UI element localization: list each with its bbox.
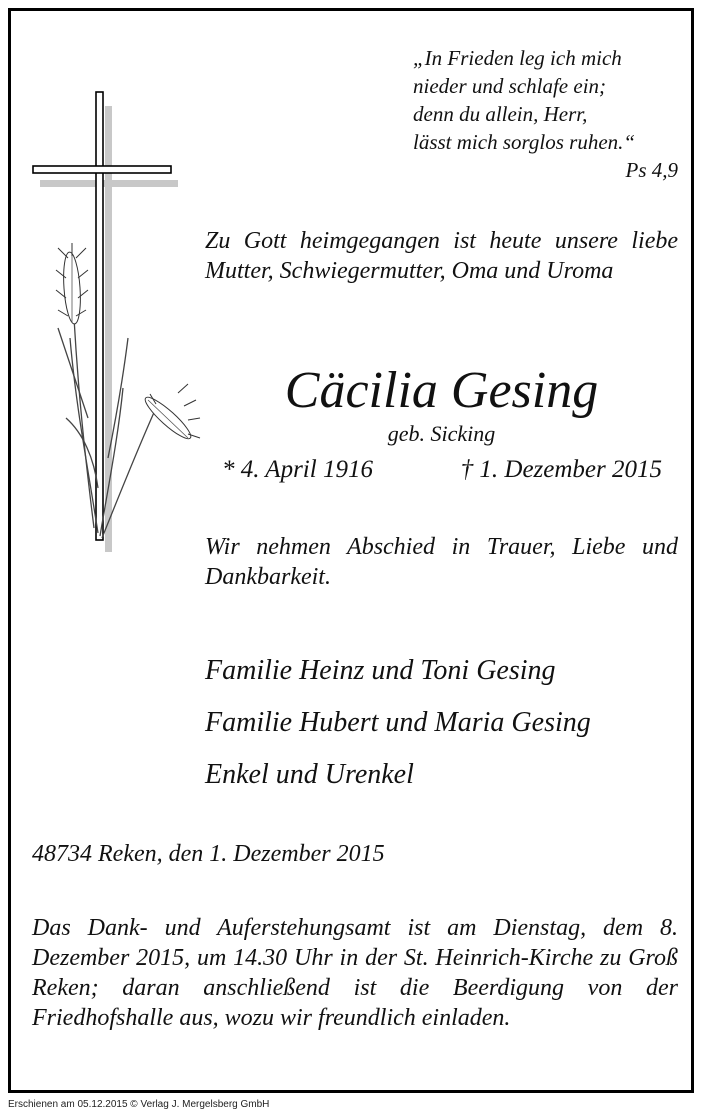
death-date: † 1. Dezember 2015 <box>460 456 662 483</box>
deceased-name: Cäcilia Gesing <box>284 362 599 419</box>
publication-footer: Erschienen am 05.12.2015 © Verlag J. Mergelsberg GmbH <box>8 1099 270 1110</box>
place-date: 48734 Reken, den 1. Dezember 2015 <box>32 841 385 867</box>
cross <box>33 92 171 540</box>
maiden-name: geb. Sicking <box>387 421 496 446</box>
quote-line: denn du allein, Herr, <box>413 102 588 126</box>
quote-line: lässt mich sorglos ruhen.“ <box>413 130 636 154</box>
family-line: Familie Heinz und Toni Gesing <box>205 655 556 686</box>
cross-with-wheat-icon <box>28 88 208 558</box>
service-info: Das Dank- und Auferstehungsamt ist am Dienstag, dem 8. Dezember 2015, um 14.30 Uhr in der St. Heinrich-Kirche zu Groß Reken; daran anschließend ist die Beerdigung von der Friedhofshalle aus, wozu wir freundlich einladen. <box>32 915 678 1031</box>
bible-quote <box>413 44 678 184</box>
intro-text: Zu Gott heimgegangen ist heute unsere liebe Mutter, Schwiegermutter, Oma und Uroma <box>205 228 678 284</box>
birth-date: * 4. April 1916 <box>222 456 373 483</box>
family-line: Enkel und Urenkel <box>205 759 414 790</box>
quote-reference: Ps 4,9 <box>625 158 678 182</box>
life-dates <box>222 454 662 486</box>
family-line: Familie Hubert und Maria Gesing <box>205 707 591 738</box>
farewell-text: Wir nehmen Abschied in Trauer, Liebe und Dankbarkeit. <box>205 534 678 590</box>
quote-line: nieder und schlafe ein; <box>413 74 607 98</box>
quote-line: „In Frieden leg ich mich <box>413 46 622 70</box>
